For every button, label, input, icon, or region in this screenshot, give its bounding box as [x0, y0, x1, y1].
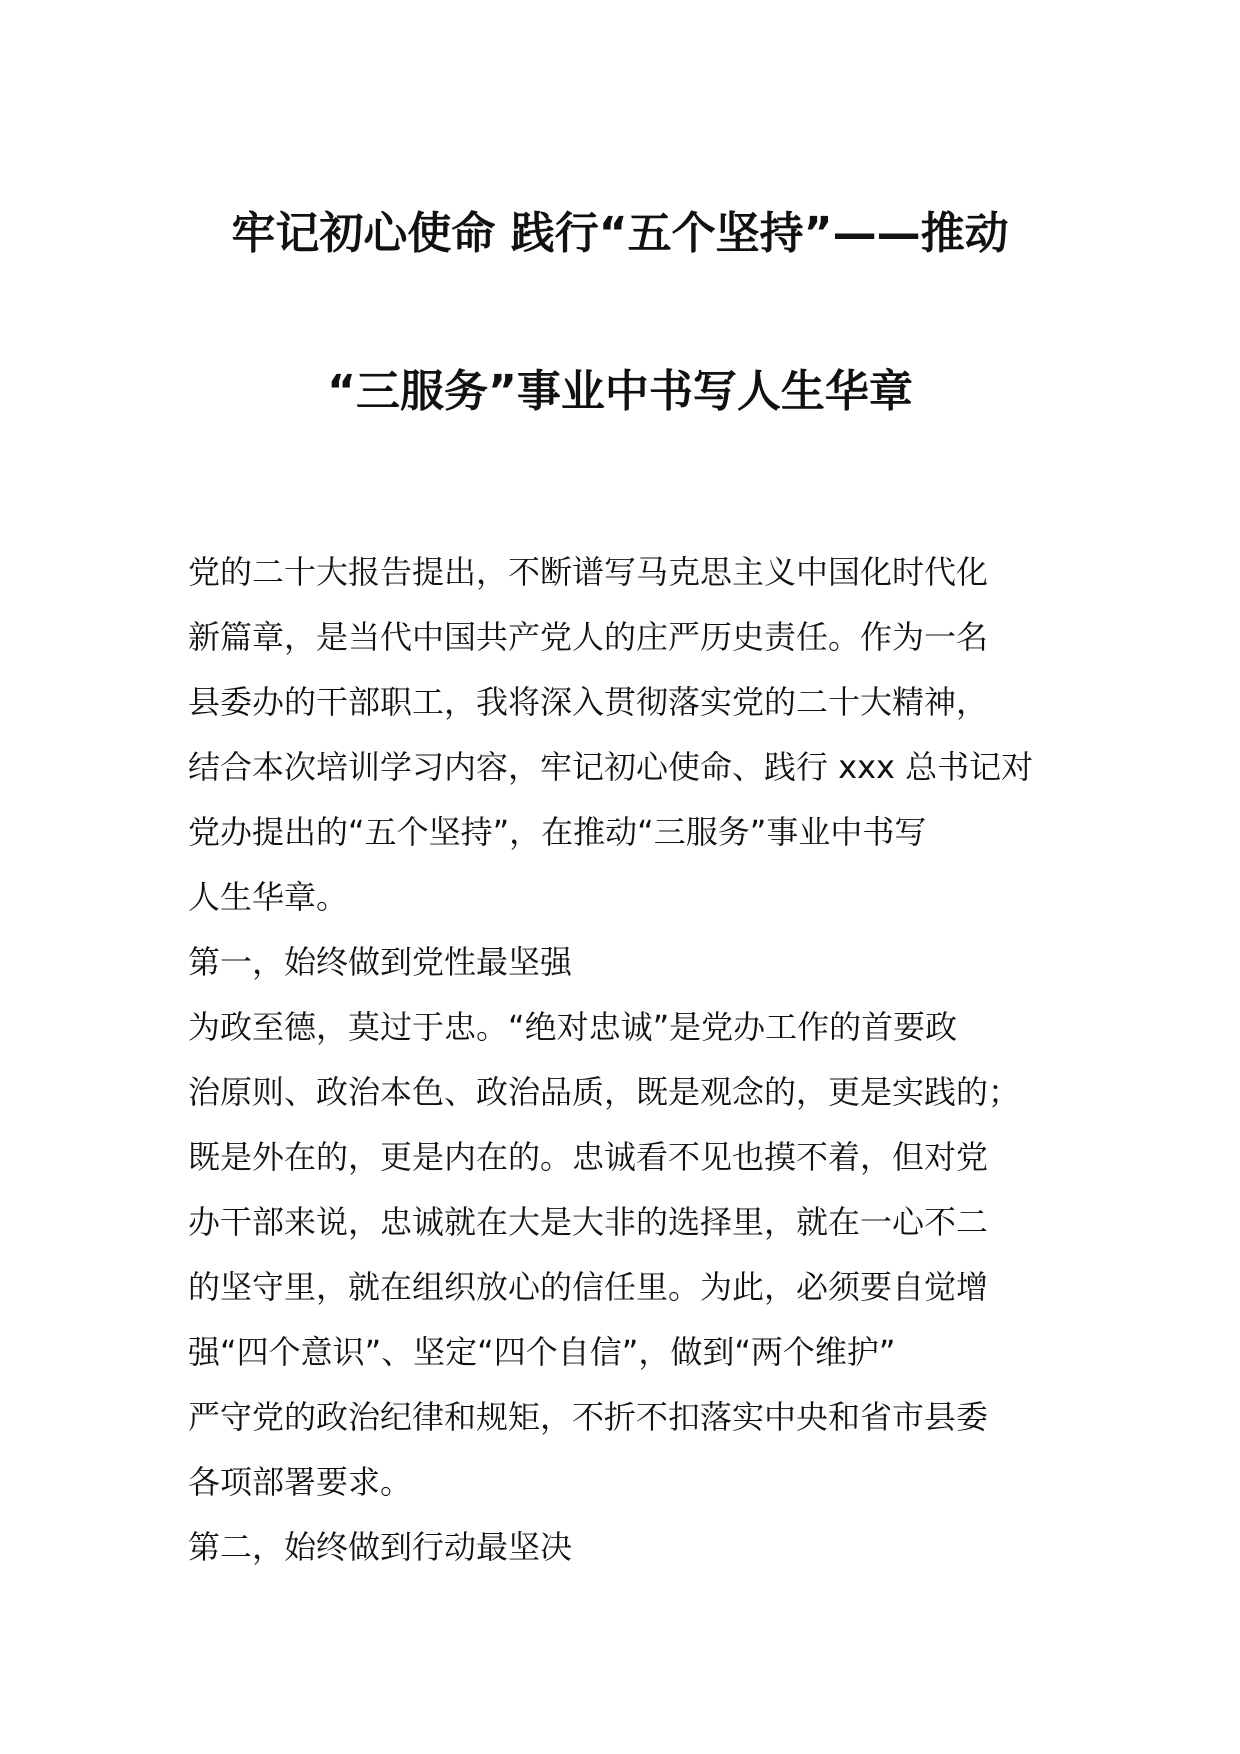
body-line: 人生华章。 — [188, 878, 349, 916]
body-line: 党的二十大报告提出，不断谱写马克思主义中国化时代化 — [188, 553, 989, 591]
body-line: 既是外在的，更是内在的。忠诚看不见也摸不着，但对党 — [188, 1138, 989, 1176]
body-line: 党办提出的“五个坚持”，在推动“三服务”事业中书写 — [188, 813, 927, 851]
document-body — [188, 540, 1052, 1580]
body-line: 治原则、政治本色、政治品质，既是观念的，更是实践的； — [188, 1073, 1021, 1111]
body-line: 各项部署要求。 — [188, 1463, 413, 1501]
body-line: 严守党的政治纪律和规矩，不折不扣落实中央和省市县委 — [188, 1398, 989, 1436]
body-line: 的坚守里，就在组织放心的信任里。为此，必须要自觉增 — [188, 1268, 989, 1306]
document-title-line-2: “三服务”事业中书写人生华章 — [327, 366, 913, 417]
body-line: 为政至德，莫过于忠。“绝对忠诚”是党办工作的首要政 — [188, 1008, 958, 1046]
body-line: 结合本次培训学习内容，牢记初心使命、践行 xxx 总书记对 — [188, 748, 1034, 786]
body-line: 办干部来说，忠诚就在大是大非的选择里，就在一心不二 — [188, 1203, 989, 1241]
section-heading-2: 第二，始终做到行动最坚决 — [188, 1528, 573, 1566]
body-line: 强“四个意识”、坚定“四个自信”，做到“两个维护” — [188, 1333, 896, 1371]
body-line: 新篇章，是当代中国共产党人的庄严历史责任。作为一名 — [188, 618, 989, 656]
section-heading-1: 第一，始终做到党性最坚强 — [188, 943, 573, 981]
body-line: 县委办的干部职工，我将深入贯彻落实党的二十大精神， — [188, 683, 989, 721]
document-title-line-1: 牢记初心使命 践行“五个坚持”——推动 — [231, 208, 1009, 259]
